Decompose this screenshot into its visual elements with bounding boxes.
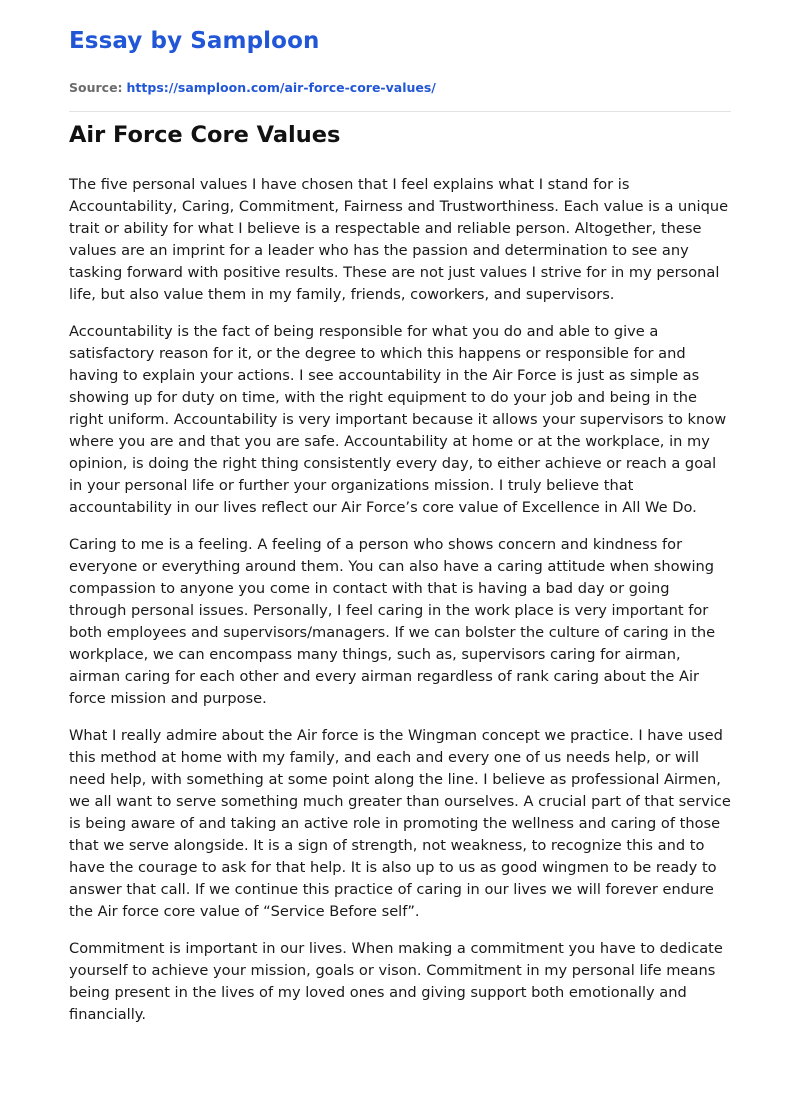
source-label: Source: <box>69 80 123 95</box>
essay-title: Air Force Core Values <box>69 122 341 148</box>
paragraph: What I really admire about the Air force is the Wingman concept we practice. I have used this method at home with my family, and each and every one of us needs help, or will need help, with something at some point along the line. I believe as professional Airmen, we all want to serve something much greater than ourselves. A crucial part of that service is being aware of and taking an active role in promoting the wellness and caring of those that we serve alongside. It is a sign of strength, not weakness, to recognize this and to have the courage to ask for that help. It is also up to us as good wingmen to be ready to answer that call. If we continue this practice of caring in our lives we will forever endure the Air force core value of “Service Before self”. <box>69 727 731 920</box>
source-link[interactable]: https://samploon.com/air-force-core-values/ <box>126 80 436 95</box>
header-divider <box>69 111 731 112</box>
site-brand[interactable]: Essay by Samploon <box>69 28 320 54</box>
paragraph: Caring to me is a feeling. A feeling of a person who shows concern and kindness for everyone or everything around them. You can also have a caring attitude when showing compassion to anyone you come in contact with that is having a bad day or going through personal issues. Personally, I feel caring in the work place is very important for both employees and supervisors/managers. If we can bolster the culture of caring in the workplace, we can encompass many things, such as, supervisors caring for airman, airman caring for each other and every airman regardless of rank caring about the Air force mission and purpose. <box>69 536 716 707</box>
source-line <box>69 80 436 95</box>
paragraph: Accountability is the fact of being responsible for what you do and able to give a satisfactory reason for it, or the degree to which this happens or responsible for and having to explain your actions. I see accountability in the Air Force is just as simple as showing up for duty on time, with the right equipment to do your job and being in the right uniform. Accountability is very important because it allows your supervisors to know where you are and that you are safe. Accountability at home or at the workplace, in my opinion, is doing the right thing consistently every day, to either achieve or reach a goal in your personal life or further your organizations mission. I truly believe that accountability in our lives reflect our Air Force’s core value of Excellence in All We Do. <box>69 323 727 516</box>
paragraph: The five personal values I have chosen that I feel explains what I stand for is Accountability, Caring, Commitment, Fairness and Trustworthiness. Each value is a unique trait or ability for what I believe is a respectable and reliable person. Altogether, these values are an imprint for a leader who has the passion and determination to see any tasking forward with positive results. These are not just values I strive for in my personal life, but also value them in my family, friends, coworkers, and supervisors. <box>69 176 729 303</box>
paragraph: Commitment is important in our lives. When making a commitment you have to dedicate yourself to achieve your mission, goals or vison. Commitment in my personal life means being present in the lives of my loved ones and giving support both emotionally and financially. <box>69 940 723 1023</box>
essay-body <box>69 174 731 1041</box>
